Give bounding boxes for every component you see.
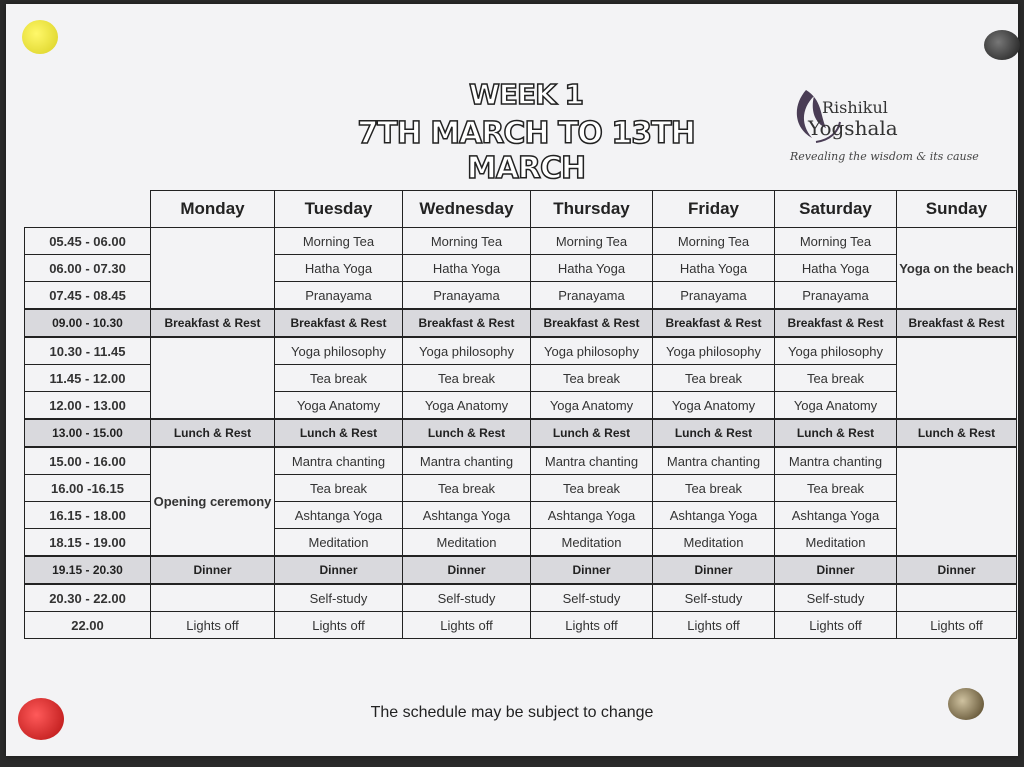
- table-row: [25, 419, 1017, 447]
- activity-cell: Dinner: [151, 556, 275, 584]
- day-header: Wednesday: [403, 191, 531, 228]
- time-slot: 20.30 - 22.00: [25, 584, 151, 612]
- activity-cell: Breakfast & Rest: [403, 309, 531, 337]
- empty-cell: [151, 337, 275, 419]
- logo-line1: Rishikul: [822, 98, 888, 117]
- activity-cell: Self-study: [775, 584, 897, 612]
- activity-cell: Yoga philosophy: [775, 337, 897, 365]
- day-header: Friday: [653, 191, 775, 228]
- day-header: Sunday: [897, 191, 1017, 228]
- activity-cell: Breakfast & Rest: [775, 309, 897, 337]
- yellow-pushpin: [22, 20, 58, 54]
- activity-cell: Pranayama: [653, 282, 775, 310]
- logo-tagline: Revealing the wisdom & its cause: [790, 150, 979, 163]
- activity-cell: Yoga Anatomy: [531, 392, 653, 420]
- empty-cell: [151, 228, 275, 310]
- activity-cell: Mantra chanting: [275, 447, 403, 475]
- day-header: Monday: [151, 191, 275, 228]
- activity-cell: Dinner: [531, 556, 653, 584]
- day-header: Tuesday: [275, 191, 403, 228]
- activity-cell: Morning Tea: [531, 228, 653, 255]
- activity-cell: Ashtanga Yoga: [653, 502, 775, 529]
- activity-cell: Ashtanga Yoga: [775, 502, 897, 529]
- activity-cell: Tea break: [653, 475, 775, 502]
- table-row: [25, 447, 1017, 475]
- activity-cell: Lights off: [531, 612, 653, 639]
- activity-cell: Lunch & Rest: [403, 419, 531, 447]
- activity-cell: Dinner: [653, 556, 775, 584]
- time-slot: 16.00 -16.15: [25, 475, 151, 502]
- header-row: [25, 191, 1017, 228]
- activity-cell: Tea break: [775, 475, 897, 502]
- activity-cell: Self-study: [653, 584, 775, 612]
- activity-cell: Ashtanga Yoga: [275, 502, 403, 529]
- activity-cell: Meditation: [775, 529, 897, 557]
- activity-cell: Yoga philosophy: [653, 337, 775, 365]
- activity-cell: Mantra chanting: [775, 447, 897, 475]
- activity-cell: Breakfast & Rest: [531, 309, 653, 337]
- activity-cell: Tea break: [403, 365, 531, 392]
- empty-cell: [897, 337, 1017, 419]
- activity-cell: Yoga Anatomy: [275, 392, 403, 420]
- time-slot: 09.00 - 10.30: [25, 309, 151, 337]
- activity-cell: Lunch & Rest: [897, 419, 1017, 447]
- activity-cell: Pranayama: [775, 282, 897, 310]
- activity-cell: Lights off: [653, 612, 775, 639]
- table-row: [25, 228, 1017, 255]
- activity-cell: Breakfast & Rest: [653, 309, 775, 337]
- table-row: [25, 337, 1017, 365]
- activity-cell: Tea break: [531, 475, 653, 502]
- activity-cell: Yoga philosophy: [531, 337, 653, 365]
- time-slot: 10.30 - 11.45: [25, 337, 151, 365]
- time-slot: 05.45 - 06.00: [25, 228, 151, 255]
- table-row: [25, 556, 1017, 584]
- activity-cell: Lunch & Rest: [653, 419, 775, 447]
- activity-cell: Mantra chanting: [653, 447, 775, 475]
- activity-cell: Ashtanga Yoga: [531, 502, 653, 529]
- time-slot: 12.00 - 13.00: [25, 392, 151, 420]
- activity-cell: Pranayama: [403, 282, 531, 310]
- empty-cell: [897, 584, 1017, 612]
- activity-cell: Lunch & Rest: [775, 419, 897, 447]
- activity-cell: Self-study: [531, 584, 653, 612]
- time-slot: 06.00 - 07.30: [25, 255, 151, 282]
- activity-cell: Lights off: [897, 612, 1017, 639]
- empty-cell: [897, 447, 1017, 556]
- activity-cell: Meditation: [531, 529, 653, 557]
- activity-cell: Pranayama: [531, 282, 653, 310]
- activity-cell: Lights off: [275, 612, 403, 639]
- rishikul-yogshala-logo: [786, 82, 986, 172]
- activity-cell: Lunch & Rest: [275, 419, 403, 447]
- activity-cell: Morning Tea: [775, 228, 897, 255]
- activity-cell: Self-study: [275, 584, 403, 612]
- activity-cell: Pranayama: [275, 282, 403, 310]
- activity-cell: Yoga philosophy: [403, 337, 531, 365]
- activity-cell: Mantra chanting: [403, 447, 531, 475]
- activity-cell: Yoga Anatomy: [403, 392, 531, 420]
- activity-cell: Morning Tea: [275, 228, 403, 255]
- activity-cell: Yoga on the beach: [897, 228, 1017, 310]
- date-range-title: 7TH MARCH TO 13TH MARCH: [357, 116, 695, 186]
- activity-cell: Self-study: [403, 584, 531, 612]
- activity-cell: Lights off: [151, 612, 275, 639]
- activity-cell: Hatha Yoga: [531, 255, 653, 282]
- activity-cell: Dinner: [403, 556, 531, 584]
- logo-name: [808, 96, 898, 138]
- activity-cell: Meditation: [403, 529, 531, 557]
- activity-cell: Tea break: [275, 475, 403, 502]
- week-title: WEEK 1: [468, 78, 584, 111]
- activity-cell: Breakfast & Rest: [897, 309, 1017, 337]
- time-slot: 16.15 - 18.00: [25, 502, 151, 529]
- activity-cell: Tea break: [403, 475, 531, 502]
- activity-cell: Ashtanga Yoga: [403, 502, 531, 529]
- activity-cell: Opening ceremony: [151, 447, 275, 556]
- activity-cell: Yoga philosophy: [275, 337, 403, 365]
- activity-cell: Yoga Anatomy: [775, 392, 897, 420]
- time-slot: 18.15 - 19.00: [25, 529, 151, 557]
- activity-cell: Lunch & Rest: [151, 419, 275, 447]
- day-header: Thursday: [531, 191, 653, 228]
- black-pushpin: [984, 30, 1020, 60]
- activity-cell: Tea break: [275, 365, 403, 392]
- activity-cell: Lights off: [775, 612, 897, 639]
- activity-cell: Dinner: [897, 556, 1017, 584]
- activity-cell: Meditation: [653, 529, 775, 557]
- table-row: [25, 612, 1017, 639]
- time-slot: 22.00: [25, 612, 151, 639]
- activity-cell: Mantra chanting: [531, 447, 653, 475]
- empty-cell: [151, 584, 275, 612]
- activity-cell: Breakfast & Rest: [275, 309, 403, 337]
- activity-cell: Dinner: [775, 556, 897, 584]
- activity-cell: Hatha Yoga: [653, 255, 775, 282]
- table-row: [25, 309, 1017, 337]
- activity-cell: Morning Tea: [403, 228, 531, 255]
- time-slot: 19.15 - 20.30: [25, 556, 151, 584]
- time-slot: 13.00 - 15.00: [25, 419, 151, 447]
- activity-cell: Hatha Yoga: [275, 255, 403, 282]
- activity-cell: Tea break: [775, 365, 897, 392]
- activity-cell: Lunch & Rest: [531, 419, 653, 447]
- activity-cell: Morning Tea: [653, 228, 775, 255]
- activity-cell: Tea break: [653, 365, 775, 392]
- corner-cell: [25, 191, 151, 228]
- time-slot: 07.45 - 08.45: [25, 282, 151, 310]
- time-slot: 11.45 - 12.00: [25, 365, 151, 392]
- time-slot: 15.00 - 16.00: [25, 447, 151, 475]
- logo-line2: Yogshala: [808, 116, 898, 140]
- activity-cell: Hatha Yoga: [775, 255, 897, 282]
- activity-cell: Hatha Yoga: [403, 255, 531, 282]
- activity-cell: Meditation: [275, 529, 403, 557]
- table-row: [25, 584, 1017, 612]
- weekly-schedule-table: [24, 190, 1017, 639]
- activity-cell: Breakfast & Rest: [151, 309, 275, 337]
- activity-cell: Dinner: [275, 556, 403, 584]
- day-header: Saturday: [775, 191, 897, 228]
- activity-cell: Tea break: [531, 365, 653, 392]
- activity-cell: Yoga Anatomy: [653, 392, 775, 420]
- activity-cell: Lights off: [403, 612, 531, 639]
- schedule-note: The schedule may be subject to change: [370, 704, 654, 721]
